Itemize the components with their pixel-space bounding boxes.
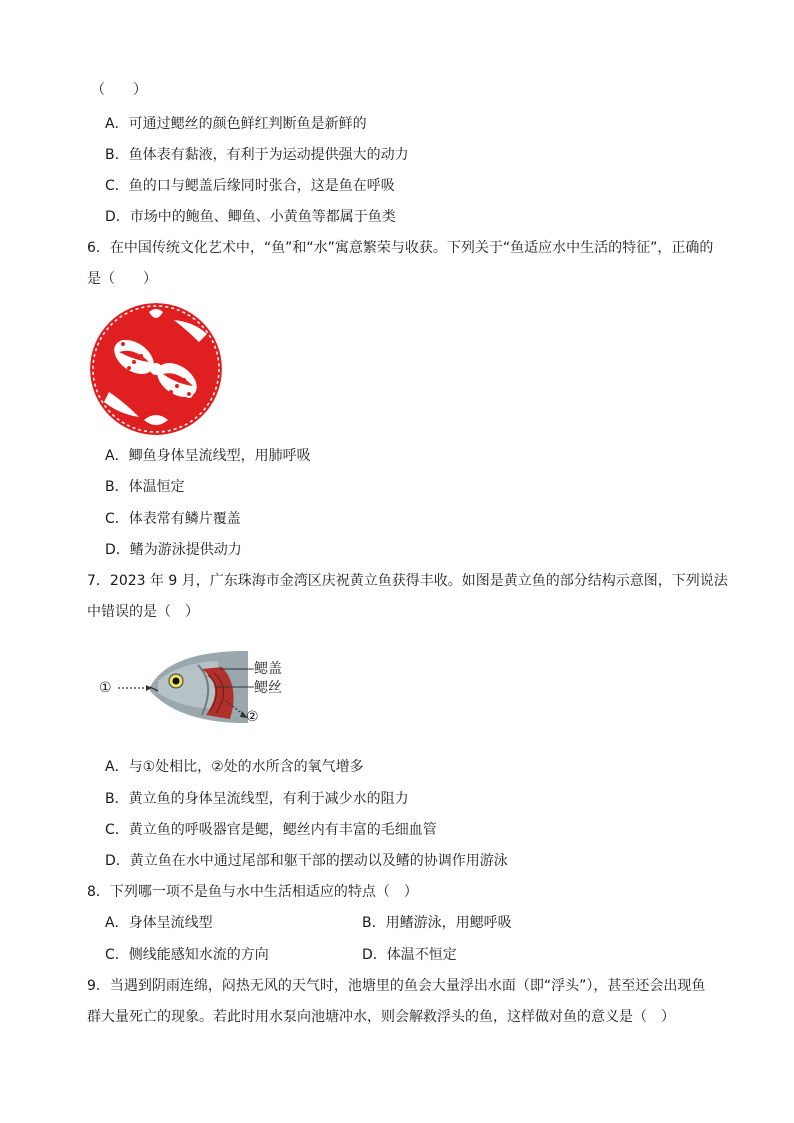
- q5-option-b: B．鱼体表有黏液，有利于为运动提供强大的动力: [105, 147, 409, 163]
- q6-option-c: C．体表常有鳞片覆盖: [105, 511, 241, 527]
- q6-option-d: D．鳍为游泳提供动力: [105, 542, 242, 558]
- q6-stem-line2: 是（ ）: [87, 271, 157, 287]
- q8-option-d: D．体温不恒定: [362, 947, 457, 963]
- q6-option-b: B．体温恒定: [105, 479, 185, 495]
- q5-option-d: D．市场中的鲍鱼、鲫鱼、小黄鱼等都属于鱼类: [105, 209, 396, 225]
- q8-option-b: B．用鳍游泳，用鳃呼吸: [362, 915, 512, 931]
- fish-papercut-image: [89, 302, 223, 436]
- q7-inflow-marker: ①: [99, 680, 112, 696]
- q8-option-a: A．身体呈流线型: [105, 915, 213, 931]
- q7-label-gill: 鳃丝: [254, 680, 282, 696]
- q7-option-b: B．黄立鱼的身体呈流线型，有利于减少水的阻力: [105, 791, 409, 807]
- q7-stem-line1: 7．2023 年 9 月，广东珠海市金湾区庆祝黄立鱼获得丰收。如图是黄立鱼的部分结构示意图，下列说法: [87, 573, 728, 589]
- q5-stem-tail: （ ）: [91, 82, 147, 98]
- q7-label-operculum: 鳃盖: [254, 661, 282, 677]
- q7-option-a: A．与①处相比，②处的水所含的氧气增多: [105, 759, 364, 775]
- q8-option-c: C．侧线能感知水流的方向: [105, 947, 269, 963]
- q7-outflow-marker: ②: [246, 709, 259, 725]
- q8-stem: 8．下列哪一项不是鱼与水中生活相适应的特点（ ）: [87, 884, 418, 900]
- q9-stem-line2: 群大量死亡的现象。若此时用水泵向池塘冲水，则会解救浮头的鱼，这样做对鱼的意义是（ ）: [87, 1009, 675, 1025]
- q7-option-d: D．黄立鱼在水中通过尾部和躯干部的摆动以及鳍的协调作用游泳: [105, 853, 508, 869]
- q5-option-c: C．鱼的口与鳃盖后缘同时张合，这是鱼在呼吸: [105, 178, 395, 194]
- q7-stem-line2: 中错误的是（ ）: [87, 604, 199, 620]
- q7-option-c: C．黄立鱼的呼吸器官是鳃，鳃丝内有丰富的毛细血管: [105, 822, 437, 838]
- q6-option-a: A．鲫鱼身体呈流线型，用肺呼吸: [105, 448, 311, 464]
- q6-stem-line1: 6．在中国传统文化艺术中，“鱼”和“水”寓意繁荣与收获。下列关于“鱼适应水中生活的特征”，正确的: [87, 240, 714, 256]
- q5-option-a: A．可通过鳃丝的颜色鲜红判断鱼是新鲜的: [105, 116, 367, 132]
- q9-stem-line1: 9．当遇到阴雨连绵，闷热无风的天气时，池塘里的鱼会大量浮出水面（即“浮头”），甚至还会出现鱼: [87, 978, 706, 994]
